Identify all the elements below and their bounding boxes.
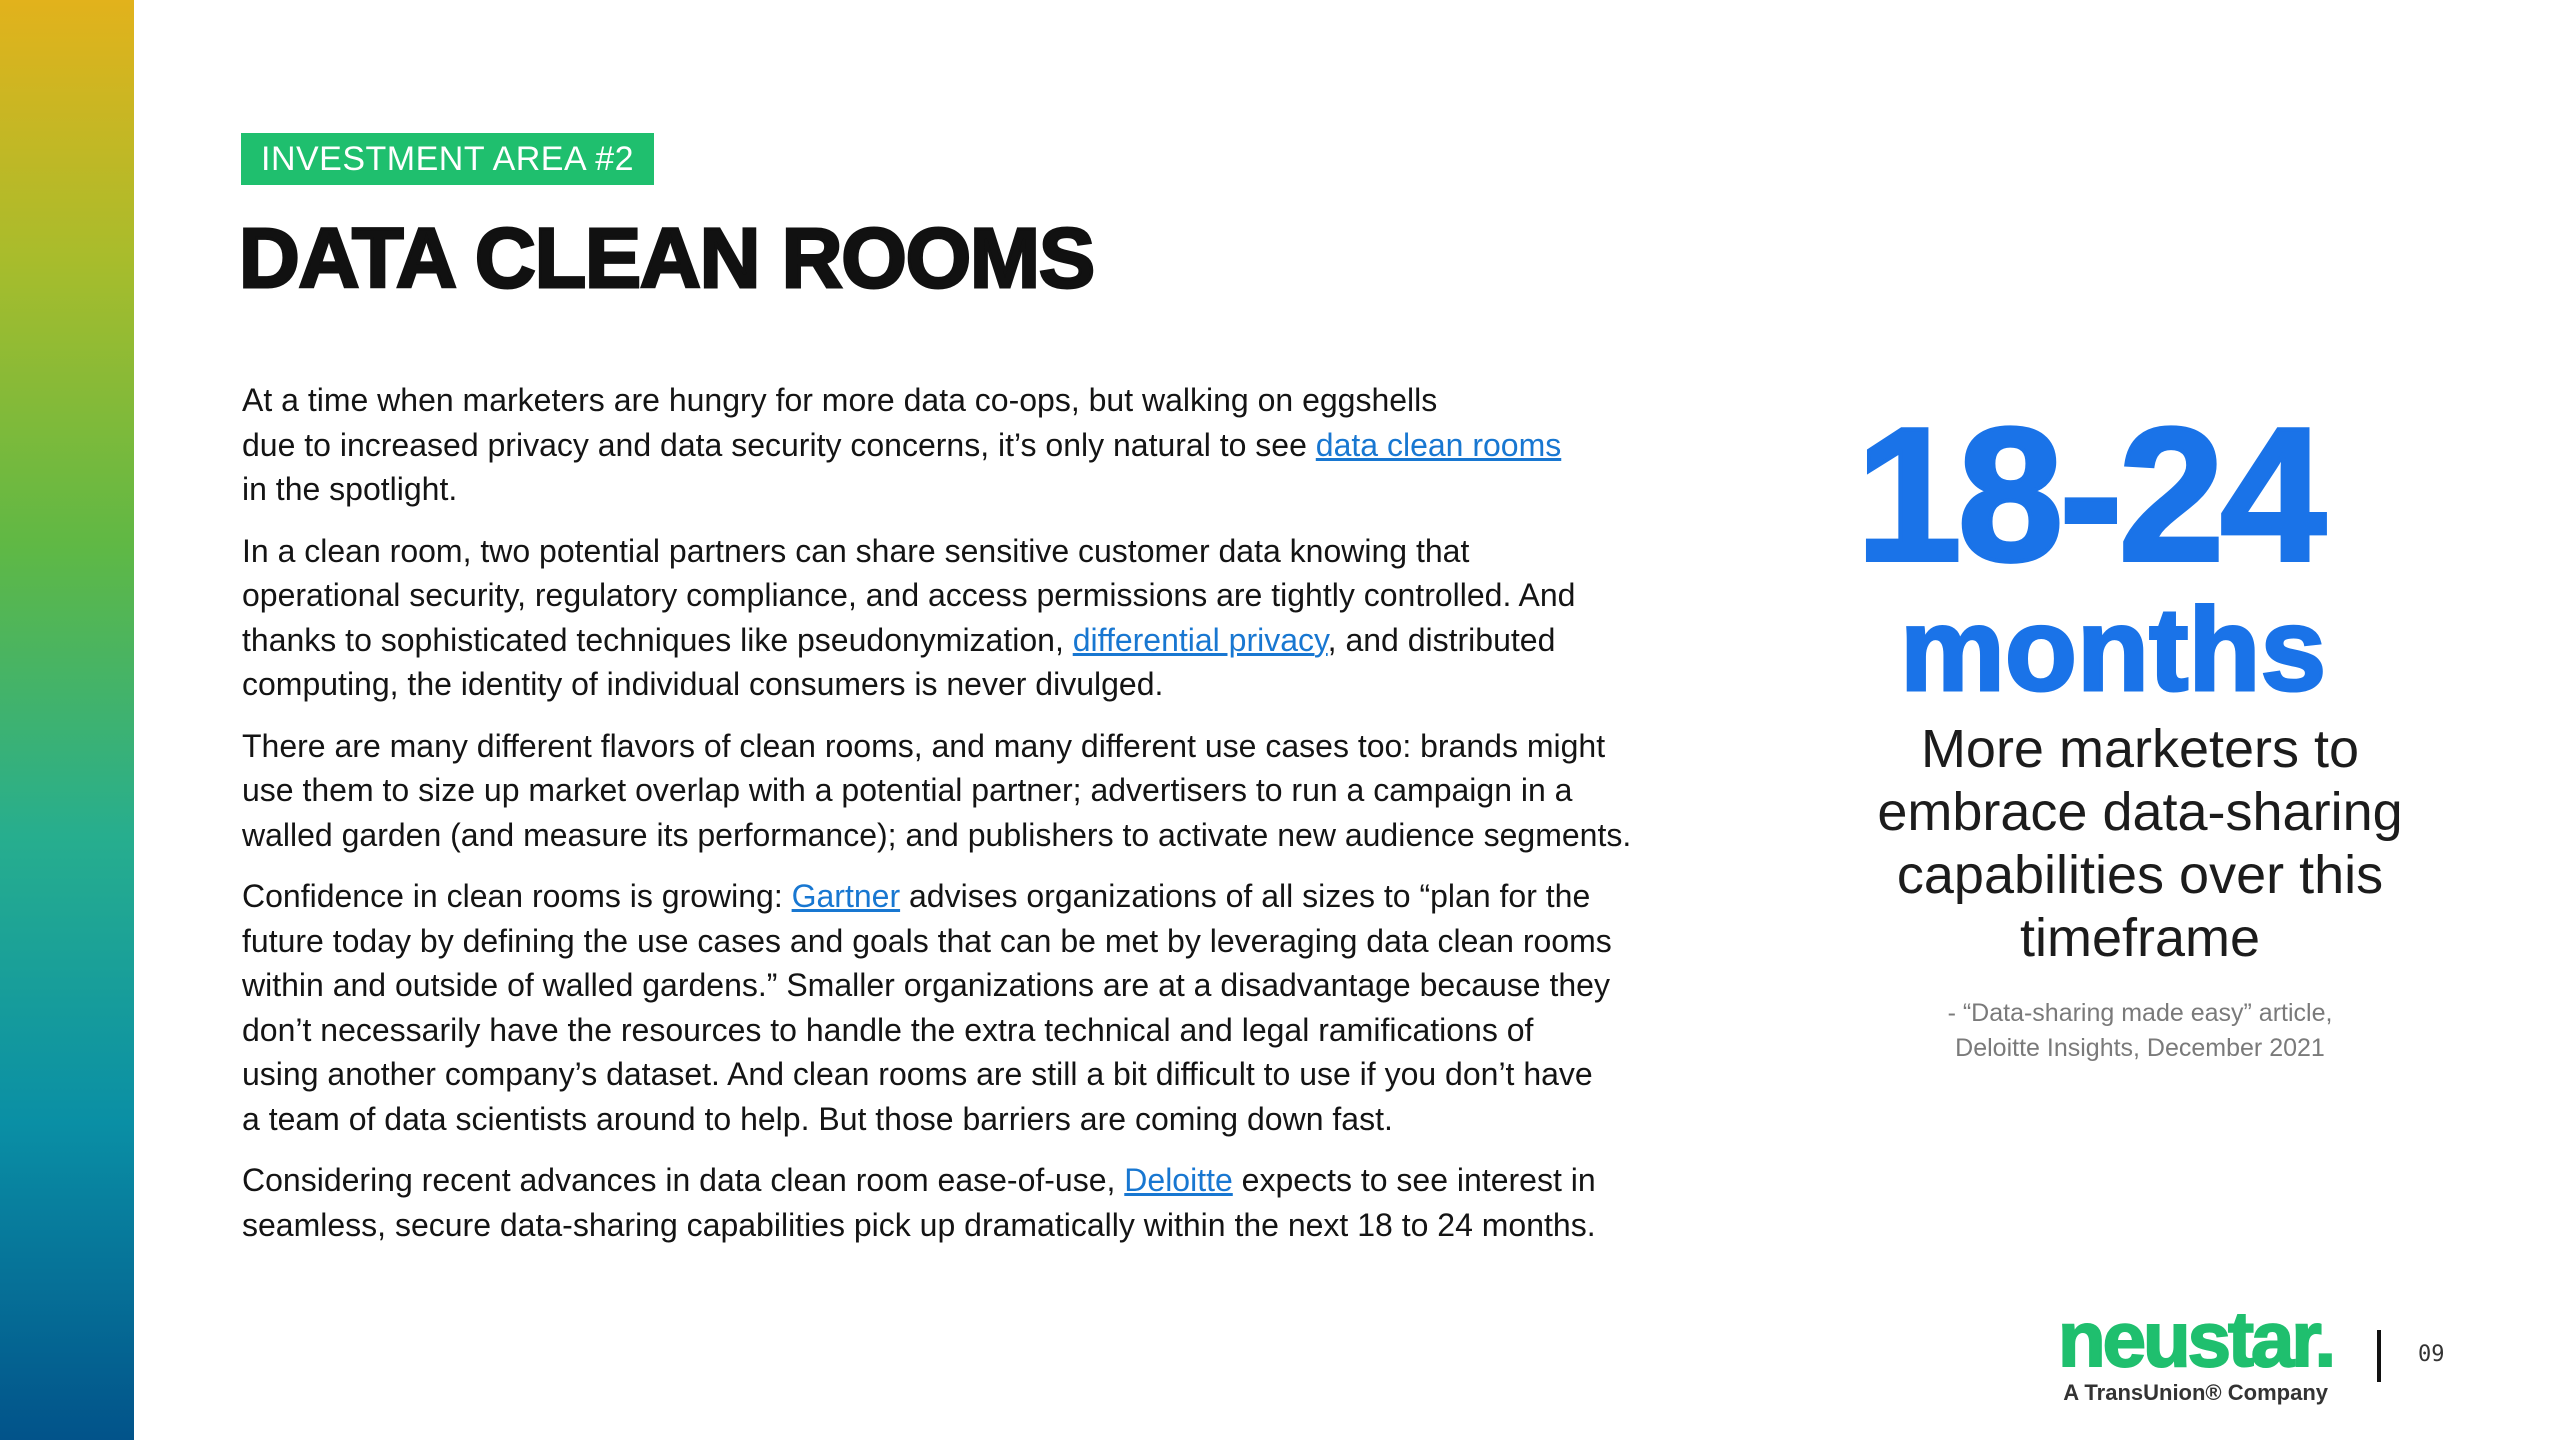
gartner-link[interactable]: Gartner [791,878,901,914]
p4-line-2: future today by defining the use cases and goals that can be met by leveraging data clean rooms [242,922,1612,959]
paragraph-3 [242,724,1682,858]
p2-line-4: computing, the identity of individual consumers is never divulged. [242,666,1164,702]
differential-privacy-link[interactable]: differential privacy [1072,621,1328,658]
stat-desc-line-1: More marketers to [1920,719,2360,779]
p1-line-1: At a time when marketers are hungry for more data co-ops, but walking on eggshells [242,382,1438,418]
paragraph-1 [242,378,1682,512]
neustar-logo [2058,1295,2334,1406]
stat-unit: months [1900,584,2327,716]
p1-line-2: due to increased privacy and data security concerns, it’s only natural to see [242,426,1316,463]
page-number: 09 [2418,1342,2445,1367]
stat-source-line-2: Deloitte Insights, December 2021 [1955,1034,2325,1062]
stat-source-line-1: - “Data-sharing made easy” article, [1947,999,2333,1027]
page-title: DATA CLEAN ROOMS [239,211,1095,305]
p2-line-3-end: , and distributed [1327,621,1556,658]
body-text [242,378,1682,1264]
p4-line-5: using another company’s dataset. And clean rooms are still a bit difficult to use if you don’t have [242,1056,1593,1092]
p2-line-1: In a clean room, two potential partners can share sensitive customer data knowing that [242,532,1470,569]
p4-line-6: a team of data scientists around to help. But those barriers are coming down fast. [242,1100,1393,1137]
decorative-gradient-bar [0,0,134,1440]
p2-line-2: operational security, regulatory compliance, and access permissions are tightly controlled. And [242,577,1576,613]
stat-desc-line-2: embrace data-sharing [1877,782,2403,842]
logo-subtitle: A TransUnion® Company [2063,1380,2328,1405]
logo-wordmark: neustar. [2058,1295,2334,1383]
p5-line-1-end: expects to see interest in [1232,1162,1596,1198]
deloitte-link[interactable]: Deloitte [1124,1162,1233,1198]
stat-desc-line-3: capabilities over this [1896,845,2384,905]
p3-line-1: There are many different flavors of clean rooms, and many different use cases too: brands might [242,727,1606,764]
p4-line-3: within and outside of walled gardens.” Smaller organizations are at a disadvantage because they [242,967,1610,1003]
footer-divider [2377,1330,2381,1382]
data-clean-rooms-link[interactable]: data clean rooms [1315,426,1562,463]
stat-desc-line-4: timeframe [2019,908,2261,968]
p4-line-1: Confidence in clean rooms is growing: [242,878,792,914]
p4-line-4: don’t necessarily have the resources to handle the extra technical and legal ramifications of [242,1011,1534,1048]
p5-line-2: seamless, secure data-sharing capabilities pick up dramatically within the next 18 to 24 months. [242,1206,1596,1243]
p4-line-1-end: advises organizations of all sizes to “plan for the [900,878,1591,914]
p2-line-3: thanks to sophisticated techniques like pseudonymization, [242,621,1073,658]
section-tag: INVESTMENT AREA #2 [241,133,654,185]
p1-line-3: in the spotlight. [242,471,458,507]
paragraph-5 [242,1158,1682,1247]
stat-description [1820,718,2460,970]
p5-line-1: Considering recent advances in data clean room ease-of-use, [242,1162,1125,1198]
paragraph-2 [242,529,1682,707]
stat-number: 18-24 [1856,389,2322,601]
p3-line-3: walled garden (and measure its performance); and publishers to activate new audience segments. [242,816,1632,853]
stat-source [1820,996,2460,1066]
p3-line-2: use them to size up market overlap with a potential partner; advertisers to run a campaign in a [242,772,1573,808]
paragraph-4 [242,874,1682,1141]
